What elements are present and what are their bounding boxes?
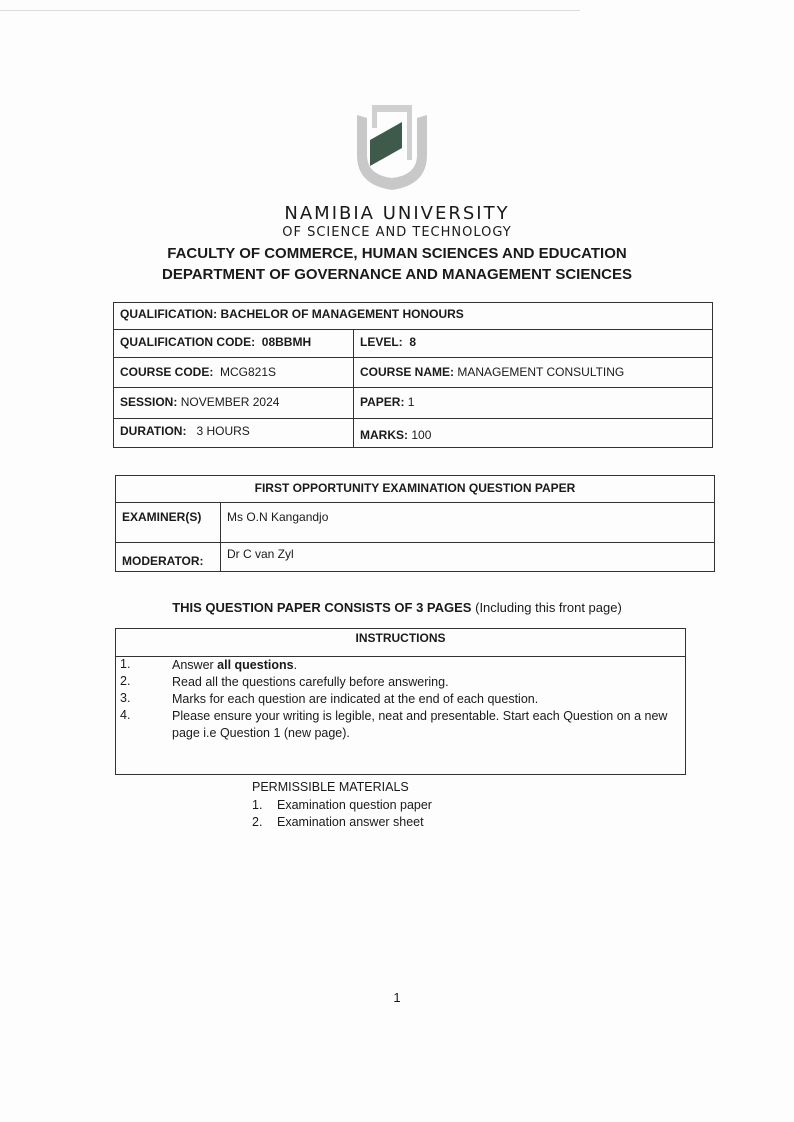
moderator-label: MODERATOR:: [116, 543, 221, 572]
qualification-code-cell: QUALIFICATION CODE: 08BBMH: [114, 330, 354, 358]
marks-cell: MARKS: 100: [354, 419, 713, 448]
scan-line: [0, 10, 580, 11]
qualification-cell: QUALIFICATION: BACHELOR OF MANAGEMENT HONOURS: [114, 303, 713, 330]
university-subtitle: OF SCIENCE AND TECHNOLOGY: [282, 225, 512, 240]
course-details-table: [113, 302, 713, 448]
instructions-box: INSTRUCTIONS 1. Answer all questions. 2. Read all the questions carefully before answering. 3. Marks for each question are indicated at the end of each question. 4. Please ensure your writing is legible, neat and presentable. Start each Question on a new page i.e Question 1 (new page).: [115, 628, 686, 775]
university-name: NAMIBIA UNIVERSITY: [284, 203, 510, 224]
session-cell: SESSION: NOVEMBER 2024: [114, 388, 354, 419]
permissible-item: 2. Examination answer sheet: [252, 815, 424, 829]
examiner-label: EXAMINER(S): [116, 503, 221, 543]
page-count-note: THIS QUESTION PAPER CONSISTS OF 3 PAGES (Including this front page): [172, 600, 622, 615]
exam-title: FIRST OPPORTUNITY EXAMINATION QUESTION PAPER: [116, 476, 715, 503]
course-name-cell: COURSE NAME: MANAGEMENT CONSULTING: [354, 358, 713, 388]
duration-cell: DURATION: 3 HOURS: [114, 419, 354, 448]
permissible-materials-title: PERMISSIBLE MATERIALS: [252, 780, 409, 794]
faculty-name: FACULTY OF COMMERCE, HUMAN SCIENCES AND EDUCATION: [167, 245, 627, 262]
level-cell: LEVEL: 8: [354, 330, 713, 358]
instructions-title: INSTRUCTIONS: [116, 629, 685, 657]
examiner-value: Ms O.N Kangandjo: [221, 503, 715, 543]
university-logo: [352, 100, 432, 192]
department-name: DEPARTMENT OF GOVERNANCE AND MANAGEMENT SCIENCES: [161, 266, 633, 283]
examiners-table: [115, 475, 715, 572]
permissible-item: 1. Examination question paper: [252, 798, 432, 812]
course-code-cell: COURSE CODE: MCG821S: [114, 358, 354, 388]
paper-cell: PAPER: 1: [354, 388, 713, 419]
page-number: 1: [393, 990, 401, 1005]
moderator-value: Dr C van Zyl: [221, 543, 715, 572]
